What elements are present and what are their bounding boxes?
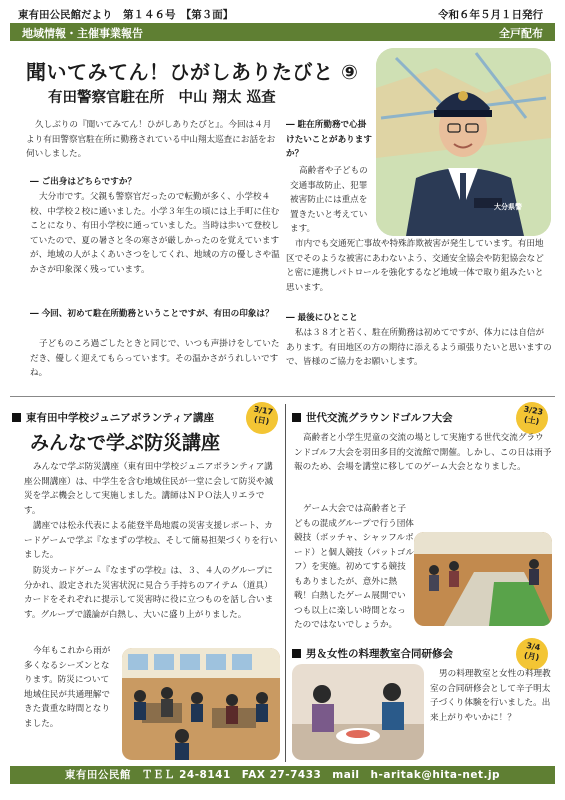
date-badge-day: 3/17 xyxy=(252,404,274,417)
golf-heading xyxy=(292,410,453,425)
bousai-title: みんなで学ぶ防災講座 xyxy=(30,432,221,454)
golf-p2: ゲーム大会では高齢者と子どもの混成グループで行う団体競技（ボッチャ、シャッフルボード）と個人競技（パットゴルフ）を実施。初めてする競技もありましたが、意外に熱戦！白熱したゲーム展開でいつも以上に楽しい時間となったのではないでしょうか。 xyxy=(294,504,414,630)
bousai-photo xyxy=(122,648,280,760)
golf-heading-text: 世代交流グラウンドゴルフ大会 xyxy=(306,412,453,424)
date-badge-day: 3/23 xyxy=(522,404,544,417)
cooking-photo xyxy=(292,664,424,760)
column-divider xyxy=(285,404,286,762)
question-4: ― 最後にひとこと xyxy=(286,313,358,323)
footer-contact: 東有田公民館 ＴＥＬ 24-8141 FAX 27-7433 mail h-aritak@hita-net.jp xyxy=(10,766,555,784)
answer-2: 子どものころ過ごしたときと同じで、いつも声掛けをしていただき、優しく迎えてもらっています。その温かさがうれしいですね。 xyxy=(30,339,280,378)
bousai-p2: 講座では松永代表による能登半島地震の災害支援レポート、カードゲームで学ぶ『なまずの学校』、そして簡易担架づくりを行いました。 xyxy=(24,521,278,560)
date-badge-weekday: (月) xyxy=(523,650,540,663)
officer-photo xyxy=(376,48,551,236)
interview-title: 聞いてみてん！ひがしありたびと ⑨ xyxy=(26,60,359,84)
date-badge-weekday: (日) xyxy=(253,414,270,427)
bousai-heading xyxy=(12,410,214,425)
answer-3a: 高齢者や子どもの交通事故防止、犯罪被害防止には重点を置きたいと考えています。 xyxy=(290,166,368,234)
interview-subtitle: 有田警察官駐在所 中山 翔太 巡査 xyxy=(48,90,276,106)
cooking-p1: 男の料理教室と女性の料理教室の合同研修会として辛子明太子づくり体験を行いました。出来上がりやいかに！？ xyxy=(430,669,551,723)
section-divider xyxy=(10,396,555,397)
issue-label: 東有田公民館だより 第１４６号 【第３面】 xyxy=(18,9,234,21)
bousai-p1: みんなで学ぶ防災講座（東有田中学校ジュニアボランティア講座公開講座）は、中学生を含む地域住民が一堂に会して防災や減災を学ぶ機会として実施しました。講師はＮＰＯ法人リエラです。 xyxy=(24,462,274,516)
bousai-p4: 今年もこれから雨が多くなるシーズンとなります。防災について地域住民が共通理解できた貴重な時間となりました。 xyxy=(24,646,111,729)
golf-photo xyxy=(414,532,552,626)
question-3: ― 駐在所勤務で心掛けたいことがありますか？ xyxy=(286,120,372,159)
section-title: 地域情報・主催事業報告 xyxy=(22,27,143,40)
interview-intro: 久しぶりの『聞いてみてん！ひがしありたびと』。今回は４月より有田警察官駐在所に勤務されている中山翔太巡査にお話をお伺いしました。 xyxy=(26,120,276,159)
issue-date: 令和６年５月１日発行 xyxy=(438,9,543,21)
date-badge-bousai xyxy=(243,399,280,436)
question-1: ― ご出身はどちらですか？ xyxy=(30,177,137,187)
bousai-p3: 防災カードゲーム『なまずの学校』は、３、４人のグループに分かれ、設定された災害状況に見合う手持ちのアイテム（道具）カードをそれぞれに提示して災害時に役に立つものを話し合います。グループで議論が白熱し、大いに盛り上がりました。 xyxy=(24,566,274,620)
question-2: ― 今回、初めて駐在所勤務ということですが、有田の印象は？ xyxy=(30,309,274,319)
golf-p1: 高齢者と小学生児童の交流の場として実施する世代交流グラウンドゴルフ大会を羽田多目的交流館で開催。しかし、この日は雨予報のため、会場を講堂に移してのゲーム大会となりました。 xyxy=(294,433,552,472)
distribution-label: 全戸配布 xyxy=(499,27,543,40)
square-bullet-icon xyxy=(12,413,21,422)
cooking-heading xyxy=(292,646,453,661)
newsletter-header xyxy=(10,6,555,22)
answer-1: 大分市です。父親も警察官だったので転勤が多く、小学校４校、中学校２校に通いました。小学３年生の頃には上手町に住むことになり、有田小学校に通っていました。当時は歩いて登校していたので、夏の暑さと冬の寒さが厳しかったのを覚えていますが、地域の人がよくあいさつをしてくれ、地域の方の優しさや温かさが印象深く残っています。 xyxy=(30,192,280,275)
square-bullet-icon xyxy=(292,413,301,422)
answer-4: 私は３８才と若く、駐在所勤務は初めてですが、体力には自信があります。有田地区の方の期待に添えるよう頑張りたいと思いますので、皆様のご協力をお願いします。 xyxy=(286,328,552,367)
answer-3b: 市内でも交通死亡事故や特殊詐欺被害が発生しています。有田地区でそのような被害にあわないよう、交通安全協会や防犯協会などと密に連携しパトロールを強化するなど地域一体で取り組みたいと思います。 xyxy=(286,239,544,293)
cooking-heading-text: 男＆女性の料理教室合同研修会 xyxy=(306,648,453,660)
bousai-heading-text: 東有田中学校ジュニアボランティア講座 xyxy=(26,412,214,424)
officer-illustration xyxy=(376,48,551,236)
date-badge-day: 3/4 xyxy=(525,640,542,653)
date-badge-weekday: (土) xyxy=(523,414,540,427)
police-badge-text: 大分県警 xyxy=(494,203,522,211)
square-bullet-icon xyxy=(292,649,301,658)
section-band xyxy=(10,23,555,41)
